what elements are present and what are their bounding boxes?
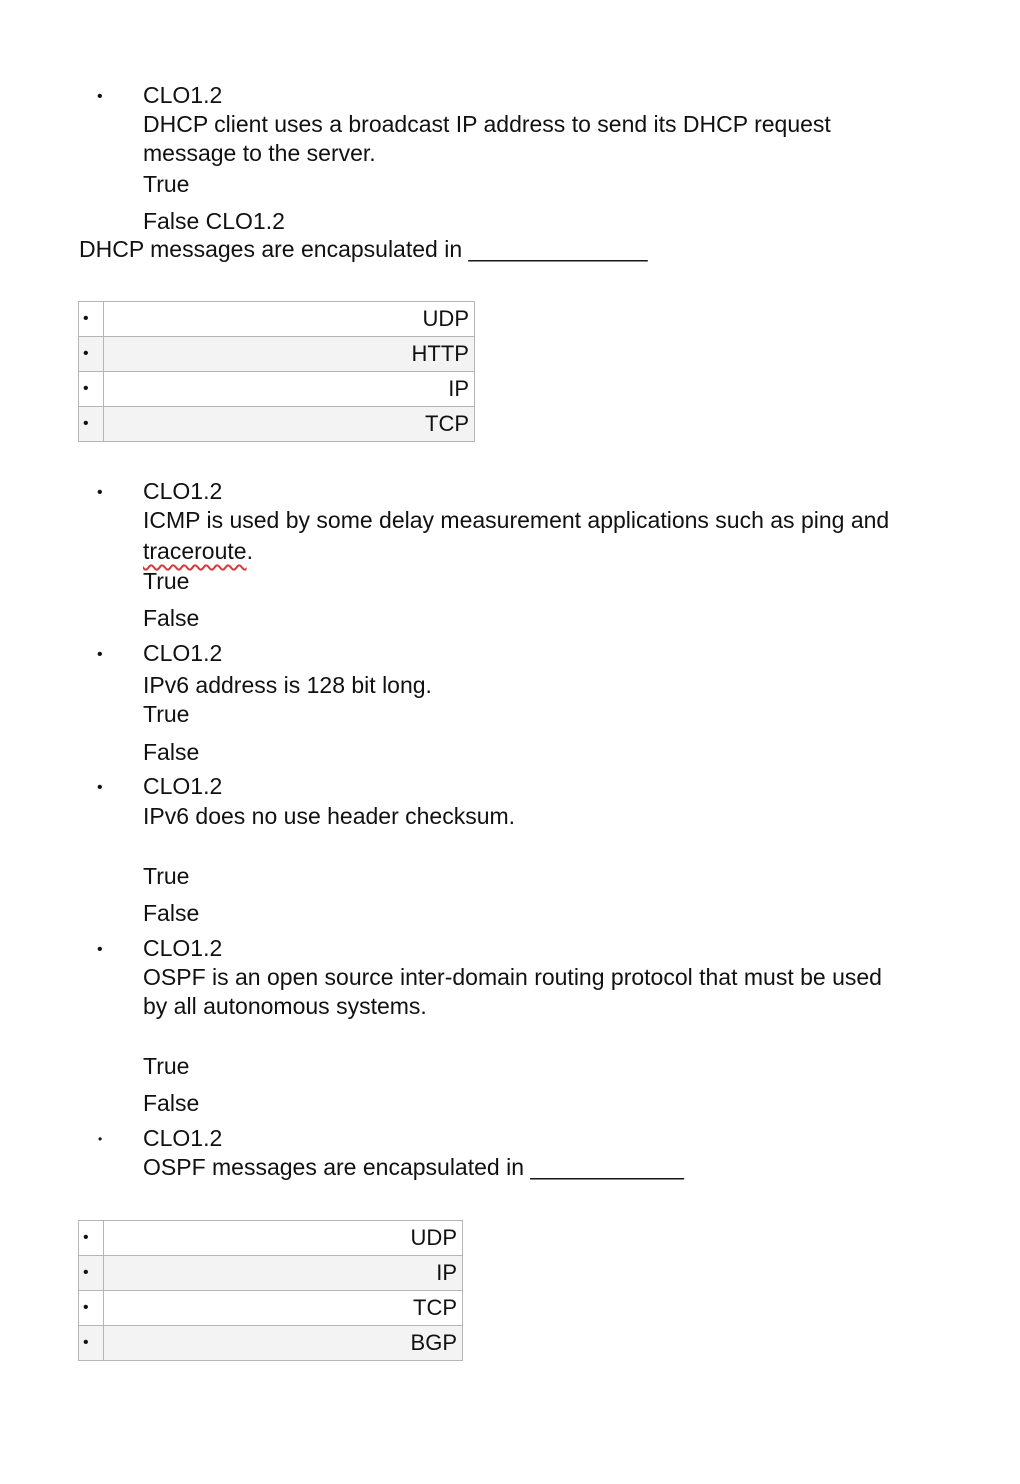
option-row[interactable] <box>79 407 475 442</box>
option-true[interactable]: True <box>143 568 190 594</box>
option-row[interactable] <box>79 1256 463 1291</box>
bullet: • <box>79 337 104 372</box>
option-true[interactable]: True <box>143 863 190 889</box>
bullet: • <box>97 646 103 663</box>
question-clo-label: CLO1.2 <box>143 773 223 799</box>
bullet: • <box>79 302 104 337</box>
bullet: • <box>79 1326 104 1361</box>
bullet: • <box>79 1291 104 1326</box>
question-clo-label: CLO1.2 <box>143 640 223 666</box>
option-label[interactable]: UDP <box>104 302 475 337</box>
option-false[interactable]: False <box>143 900 200 926</box>
option-false[interactable]: False <box>143 739 200 765</box>
question-clo-label: CLO1.2 <box>143 82 223 108</box>
question-text-line: ICMP is used by some delay measurement applications such as ping and <box>143 507 890 533</box>
question-text-line <box>143 540 253 563</box>
option-row[interactable] <box>79 1291 463 1326</box>
options-table <box>78 1220 463 1361</box>
bullet: • <box>79 372 104 407</box>
bullet: • <box>79 407 104 442</box>
option-label[interactable]: BGP <box>104 1326 463 1361</box>
option-label[interactable]: HTTP <box>104 337 475 372</box>
option-true[interactable]: True <box>143 171 190 197</box>
bullet: • <box>98 1132 103 1146</box>
option-row[interactable] <box>79 337 475 372</box>
option-row[interactable] <box>79 1326 463 1361</box>
option-false[interactable]: False <box>143 605 200 631</box>
bullet: • <box>79 1256 104 1291</box>
question-text-line: IPv6 address is 128 bit long. <box>143 672 432 698</box>
option-true[interactable]: True <box>143 701 190 727</box>
bullet: • <box>79 1221 104 1256</box>
question-text-line: by all autonomous systems. <box>143 993 427 1019</box>
option-false[interactable]: False CLO1.2 <box>143 208 285 234</box>
option-false[interactable]: False <box>143 1090 200 1116</box>
misspelled-word: traceroute <box>143 538 247 564</box>
option-label[interactable]: TCP <box>104 407 475 442</box>
bullet: • <box>97 484 103 501</box>
question-text-line: message to the server. <box>143 140 376 166</box>
bullet: • <box>97 88 103 105</box>
option-label[interactable]: UDP <box>104 1221 463 1256</box>
question-clo-label: CLO1.2 <box>143 478 223 504</box>
option-row[interactable] <box>79 1221 463 1256</box>
options-table <box>78 301 475 442</box>
option-true[interactable]: True <box>143 1053 190 1079</box>
option-row[interactable] <box>79 372 475 407</box>
question-clo-label: CLO1.2 <box>143 1125 223 1151</box>
option-label[interactable]: IP <box>104 372 475 407</box>
punctuation: . <box>246 538 253 564</box>
question-text-line: IPv6 does no use header checksum. <box>143 803 516 829</box>
question-text-line: OSPF messages are encapsulated in ____________ <box>143 1154 684 1180</box>
question-text-line: OSPF is an open source inter-domain routing protocol that must be used <box>143 964 882 990</box>
option-row[interactable] <box>79 302 475 337</box>
question-text-line: DHCP messages are encapsulated in ______________ <box>79 236 648 262</box>
option-label[interactable]: IP <box>104 1256 463 1291</box>
question-clo-label: CLO1.2 <box>143 935 223 961</box>
bullet: • <box>97 779 103 796</box>
option-label[interactable]: TCP <box>104 1291 463 1326</box>
question-text-line: DHCP client uses a broadcast IP address to send its DHCP request <box>143 111 831 137</box>
bullet: • <box>97 941 103 958</box>
